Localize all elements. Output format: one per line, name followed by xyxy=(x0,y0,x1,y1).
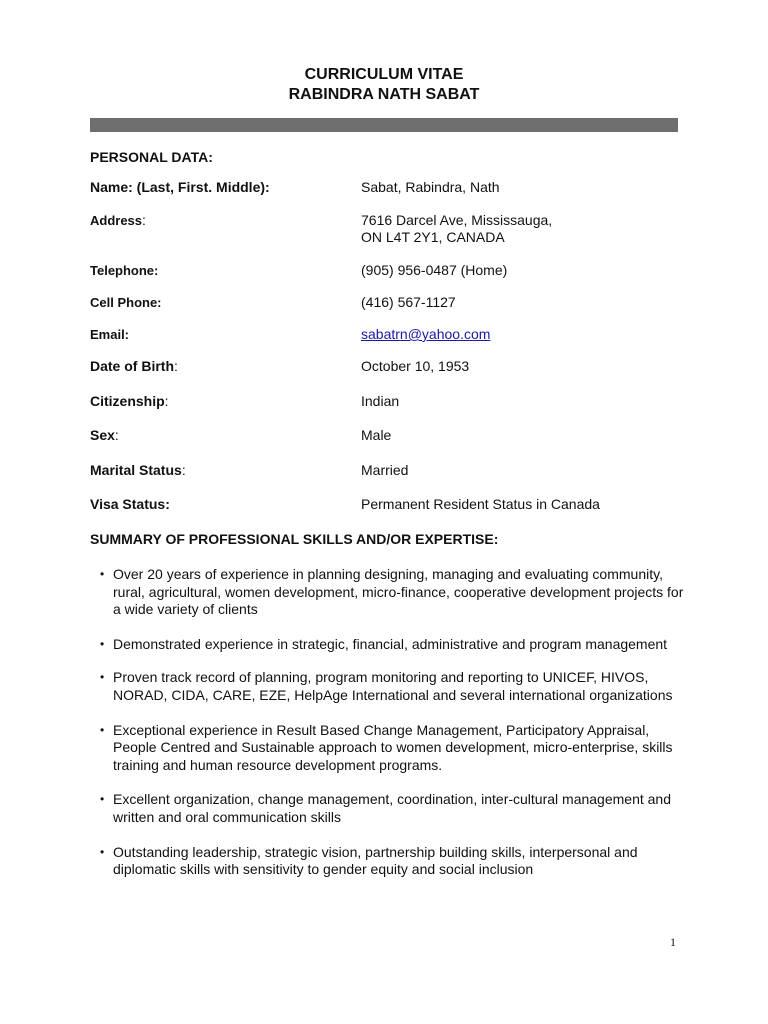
field-value: October 10, 1953 xyxy=(361,358,470,374)
bullet-icon: • xyxy=(100,636,105,651)
field-label: Citizenship: xyxy=(90,393,169,409)
list-item: • Outstanding leadership, strategic vision, partnership building skills, interpersonal and diplomatic skills with sensitivity to gender equity and social inclusion xyxy=(100,843,638,878)
list-item: • Over 20 years of experience in planning designing, managing and evaluating community, rural, agricultural, women development, micro-finance, cooperative development projects for a wide variety of clients xyxy=(100,566,684,618)
person-name-heading: RABINDRA NATH SABAT xyxy=(288,86,480,103)
field-label: Cell Phone: xyxy=(90,295,162,310)
field-label: Date of Birth: xyxy=(90,358,178,374)
list-item: • Demonstrated experience in strategic, financial, administrative and program management xyxy=(100,635,668,652)
personal-data-heading: PERSONAL DATA: xyxy=(90,149,213,165)
field-label: Address: xyxy=(90,212,146,228)
field-value: Married xyxy=(361,462,409,478)
skills-list xyxy=(90,566,690,879)
field-label: Visa Status: xyxy=(90,496,170,512)
field-value: (416) 567-1127 xyxy=(361,294,456,310)
field-value xyxy=(361,326,490,343)
list-item: • Exceptional experience in Result Based Change Management, Participatory Appraisal, People Centred and Sustainable approach to women development, micro-enterprise, skills training and human resource development programs. xyxy=(100,721,673,773)
bullet-icon: • xyxy=(100,722,105,737)
header-divider xyxy=(90,118,678,132)
field-label: Marital Status: xyxy=(90,462,186,478)
field-value: Sabat, Rabindra, Nath xyxy=(361,179,500,195)
bullet-icon: • xyxy=(100,792,105,807)
field-value: 7616 Darcel Ave, Mississauga, ON L4T 2Y1, CANADA xyxy=(361,212,553,245)
field-value: Permanent Resident Status in Canada xyxy=(361,496,600,512)
list-item: • Proven track record of planning, program monitoring and reporting to UNICEF, HIVOS, NORAD, CIDA, CARE, EZE, HelpAge International and several international organizations xyxy=(100,669,673,703)
field-value: (905) 956-0487 (Home) xyxy=(361,262,508,278)
bullet-icon: • xyxy=(100,567,105,581)
summary-heading: SUMMARY OF PROFESSIONAL SKILLS AND/OR EXPERTISE: xyxy=(90,531,499,547)
bullet-icon: • xyxy=(100,844,105,859)
field-value: Indian xyxy=(361,393,400,409)
field-label: Email: xyxy=(90,327,130,342)
document-title: CURRICULUM VITAE xyxy=(304,66,464,83)
field-label: Name: (Last, First. Middle): xyxy=(90,179,270,195)
email-link[interactable]: sabatrn@yahoo.com xyxy=(361,326,491,342)
field-label: Sex: xyxy=(90,427,119,443)
field-label: Telephone: xyxy=(90,263,159,278)
field-value: Male xyxy=(361,427,392,443)
bullet-icon: • xyxy=(100,670,105,685)
list-item: • Excellent organization, change management, coordination, inter-cultural management and written and oral communication skills xyxy=(100,791,672,825)
page-number: 1 xyxy=(670,935,676,949)
